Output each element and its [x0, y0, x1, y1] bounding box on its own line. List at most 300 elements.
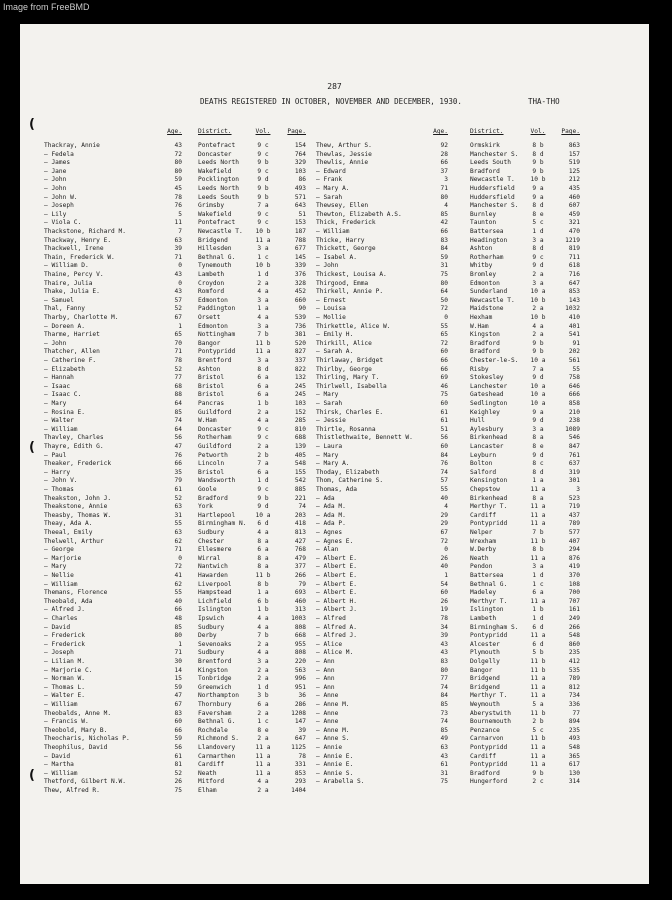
entry-volume: 11 b — [530, 658, 546, 665]
heading-range: THA-THO — [528, 97, 560, 106]
age-header: Age. — [433, 128, 448, 135]
entry-volume: 6 a — [257, 701, 269, 708]
entry-page: 435 — [568, 185, 580, 192]
entry-age: 0 — [178, 554, 182, 562]
entry-name: — Mary A. — [316, 185, 350, 192]
entry-volume: 3 a — [257, 322, 269, 330]
entry-name: Thaire, Julia — [44, 279, 93, 287]
entry-age: 31 — [440, 769, 448, 777]
entry-volume: 8 d — [532, 202, 544, 210]
entry-name: Theobald, Ada — [44, 597, 93, 605]
entry-page: 336 — [568, 701, 580, 708]
entry-age: 84 — [440, 451, 448, 459]
entry-page: 55 — [572, 365, 580, 373]
entry-name: — John — [44, 339, 67, 347]
entry-name: — Ann — [316, 666, 335, 674]
entry-page: 220 — [294, 658, 306, 665]
entry-district: Orsett — [198, 314, 221, 321]
entry-district: Bradford — [470, 167, 500, 175]
entry-name: — William — [44, 769, 78, 777]
entry-age: 40 — [440, 563, 448, 571]
entry-name: — Ann — [316, 658, 335, 665]
entry-age: 67 — [174, 314, 182, 321]
entry-name: Thoday, Elizabeth — [316, 468, 380, 476]
entry-name: — Alice M. — [316, 649, 354, 657]
entry-name: — Marjorie C. — [44, 666, 93, 674]
entry-volume: 5 b — [532, 649, 544, 657]
entry-district: Edmonton — [198, 322, 228, 330]
entry-district: Manchester S. — [470, 202, 519, 210]
entry-page: 145 — [294, 253, 306, 261]
entry-page: 86 — [298, 176, 306, 184]
entry-age: 68 — [174, 382, 182, 390]
entry-age: 71 — [440, 185, 448, 192]
entry-district: Risby — [470, 365, 489, 373]
entry-name: — Mary — [316, 391, 339, 399]
entry-page: 761 — [568, 451, 580, 459]
entry-district: Bromley — [470, 271, 497, 278]
entry-age: 52 — [174, 769, 182, 777]
entry-name: Theaker, Frederick — [44, 460, 112, 468]
entry-district: Huddersfield — [470, 193, 515, 201]
entry-district: Nottingham — [198, 331, 236, 339]
entry-district: Neath — [470, 554, 489, 562]
entry-district: Bethnal G. — [470, 580, 508, 588]
entry-district: W.Ham — [198, 417, 217, 425]
entry-district: Bristol — [198, 382, 225, 390]
entry-name: — Isabel A. — [316, 253, 357, 261]
entry-district: Bristol — [198, 374, 225, 382]
entry-page: 319 — [568, 468, 580, 476]
entry-age: 84 — [440, 692, 448, 700]
entry-volume: 2 a — [532, 331, 544, 339]
entry-district: Romford — [198, 288, 225, 296]
entry-district: Bethnal G. — [198, 718, 236, 726]
entry-district: Leeds South — [470, 159, 511, 167]
entry-page: 643 — [294, 202, 306, 210]
entry-district: Cardiff — [470, 752, 497, 760]
entry-volume: 10 b — [530, 176, 546, 184]
entry-age: 43 — [174, 271, 182, 278]
entry-volume: 9 c — [532, 253, 544, 261]
entry-age: 73 — [440, 709, 448, 717]
entry-age: 52 — [174, 365, 182, 373]
entry-age: 75 — [440, 778, 448, 786]
entry-district: Brentford — [198, 357, 232, 364]
entry-age: 0 — [178, 262, 182, 270]
entry-district: Pocklington — [198, 176, 239, 184]
entry-volume: 7 a — [532, 365, 544, 373]
entry-age: 31 — [174, 511, 182, 519]
entry-district: Bournemouth — [470, 718, 511, 726]
entry-page: 285 — [294, 417, 306, 425]
entry-age: 80 — [174, 632, 182, 640]
entry-age: 80 — [440, 666, 448, 674]
entry-district: Grimsby — [198, 202, 225, 210]
entry-page: 548 — [568, 744, 580, 751]
entry-volume: 3 a — [257, 245, 269, 253]
entry-name: — Frank — [316, 176, 343, 184]
entry-district: Hawarden — [198, 572, 228, 579]
entry-district: Madeley — [470, 589, 497, 597]
entry-page: 618 — [568, 262, 580, 270]
entry-district: Bradford — [470, 348, 500, 356]
entry-district: Bradford — [198, 494, 228, 502]
entry-name: — Ada M. — [316, 511, 346, 519]
entry-district: Liverpool — [198, 580, 232, 588]
entry-page: 125 — [568, 167, 580, 175]
entry-district: Mitford — [198, 778, 225, 786]
entry-age: 62 — [174, 537, 182, 545]
entry-district: Birmingham S. — [470, 623, 519, 631]
entry-district: Sudbury — [198, 623, 225, 631]
entry-page: 412 — [568, 658, 580, 665]
entry-district: Kensington — [470, 477, 508, 485]
entry-name: — John — [44, 176, 67, 184]
entry-district: Birmingham N. — [198, 520, 247, 528]
entry-age: 59 — [440, 253, 448, 261]
entry-volume: 8 a — [257, 563, 269, 571]
entry-name: — George — [44, 546, 74, 554]
entry-page: 370 — [568, 572, 580, 579]
age-header: Age. — [167, 128, 182, 135]
entry-page: 827 — [294, 348, 306, 356]
entry-page: 493 — [568, 735, 580, 743]
entry-age: 66 — [174, 460, 182, 468]
entry-volume: 11 a — [530, 486, 546, 493]
entry-page: 266 — [294, 572, 306, 579]
entry-page: 951 — [294, 683, 306, 691]
entry-age: 43 — [440, 752, 448, 760]
entry-page: 548 — [568, 632, 580, 640]
entry-district: Islington — [470, 606, 504, 614]
entry-age: 14 — [174, 666, 182, 674]
entry-age: 43 — [440, 640, 448, 648]
entry-name: — Annie E. — [316, 752, 354, 760]
entry-name: — Frederick — [44, 640, 85, 648]
entry-age: 60 — [440, 589, 448, 597]
entry-volume: 11 a — [530, 761, 546, 769]
entry-page: 542 — [294, 477, 306, 485]
entry-page: 955 — [294, 640, 306, 648]
entry-volume: 8 d — [532, 150, 544, 158]
entry-page: 1219 — [565, 236, 580, 244]
entry-district: Huddersfield — [470, 185, 515, 192]
entry-age: 66 — [440, 357, 448, 364]
entry-district: Thornbury — [198, 701, 232, 708]
entry-page: 331 — [294, 761, 306, 769]
entry-age: 64 — [174, 400, 182, 407]
punch-hole-icon: ( — [29, 440, 35, 455]
entry-name: — Anne S. — [316, 735, 350, 743]
entry-name: Thewlis, Annie — [316, 159, 369, 167]
entry-page: 90 — [298, 305, 306, 313]
entry-name: Thom, Catherine S. — [316, 477, 384, 485]
entry-name: — Sarah — [316, 400, 343, 407]
entry-page: 660 — [294, 296, 306, 304]
entry-volume: 8 a — [257, 537, 269, 545]
entry-name: — Joseph — [44, 202, 74, 210]
entry-name: Thal, Fanny — [44, 305, 85, 313]
entry-page: 452 — [294, 288, 306, 296]
entry-age: 61 — [440, 761, 448, 769]
entry-volume: 2 b — [532, 718, 544, 726]
entry-page: 147 — [294, 718, 306, 726]
entry-page: 153 — [294, 219, 306, 227]
entry-age: 11 — [174, 219, 182, 227]
entry-name: Thew, Arthur S. — [316, 142, 372, 149]
entry-volume: 8 b — [532, 142, 544, 149]
entry-page: 437 — [568, 511, 580, 519]
entry-volume: 10 b — [255, 262, 271, 270]
entry-volume: 2 a — [257, 640, 269, 648]
entry-age: 42 — [440, 219, 448, 227]
entry-volume: 9 b — [532, 769, 544, 777]
entry-age: 76 — [440, 460, 448, 468]
entry-name: — Albert E. — [316, 572, 357, 579]
entry-district: Pontypridd — [198, 348, 236, 356]
entry-page: 294 — [568, 546, 580, 554]
entry-page: 1125 — [291, 744, 306, 751]
entry-volume: 11 a — [255, 761, 271, 769]
entry-district: Faversham — [198, 709, 232, 717]
entry-district: Llandovery — [198, 744, 236, 751]
entry-page: 876 — [568, 554, 580, 562]
page-title: DEATHS REGISTERED IN OCTOBER, NOVEMBER AND DECEMBER, 1930. — [200, 97, 462, 106]
entry-name: — Arabella S. — [316, 778, 365, 786]
entry-district: Bethnal G. — [198, 253, 236, 261]
entry-district: Newcastle T. — [198, 228, 243, 235]
entry-name: Theay, Ada A. — [44, 520, 93, 528]
entry-name: Thackway, Henry E. — [44, 236, 112, 244]
entry-age: 26 — [440, 554, 448, 562]
entry-volume: 1 c — [257, 718, 269, 726]
entry-page: 523 — [568, 494, 580, 502]
entry-age: 62 — [174, 580, 182, 588]
entry-district: Wrexham — [470, 537, 497, 545]
entry-district: Bangor — [470, 666, 493, 674]
entry-volume: 3 a — [532, 279, 544, 287]
entry-page: 561 — [568, 357, 580, 364]
entry-district: Rotherham — [470, 253, 504, 261]
entry-age: 84 — [440, 245, 448, 253]
entry-district: Whitby — [470, 262, 493, 270]
entry-page: 139 — [294, 443, 306, 450]
entry-page: 91 — [572, 339, 580, 347]
entry-age: 48 — [174, 615, 182, 622]
entry-age: 56 — [174, 744, 182, 751]
entry-district: Gateshead — [470, 391, 504, 399]
entry-page: 266 — [568, 623, 580, 631]
entry-age: 61 — [174, 752, 182, 760]
entry-name: — Ada M. — [316, 503, 346, 511]
entry-page: 381 — [294, 331, 306, 339]
entry-age: 56 — [440, 434, 448, 442]
entry-page: 202 — [568, 348, 580, 356]
entry-name: — Jane — [44, 167, 67, 175]
page-number: 287 — [327, 82, 342, 91]
entry-district: Leeds North — [198, 185, 239, 192]
entry-age: 66 — [174, 606, 182, 614]
vol-header: Vol. — [255, 128, 271, 135]
entry-name: — Frederick — [44, 632, 85, 640]
entry-volume: 9 b — [257, 159, 269, 167]
entry-volume: 9 b — [257, 494, 269, 502]
entry-name: — Annie E. — [316, 761, 354, 769]
entry-volume: 11 b — [530, 709, 546, 717]
entry-district: Lanchester — [470, 382, 508, 390]
entry-age: 57 — [174, 296, 182, 304]
entry-district: Chepstow — [470, 486, 500, 493]
entry-age: 80 — [440, 193, 448, 201]
entry-page: 321 — [568, 219, 580, 227]
entry-age: 46 — [440, 382, 448, 390]
entry-name: — Laura — [316, 443, 343, 450]
entry-district: Keighley — [470, 408, 500, 416]
entry-age: 29 — [440, 520, 448, 528]
entry-page: 853 — [294, 769, 306, 777]
entry-page: 314 — [568, 778, 580, 786]
entry-volume: 1 c — [257, 253, 269, 261]
entry-district: Bridgend — [470, 675, 500, 683]
entry-page: 459 — [568, 210, 580, 218]
entry-volume: 6 d — [532, 640, 544, 648]
entry-name: — Lilian M. — [44, 658, 85, 665]
entry-name: Thavley, Charles — [44, 434, 104, 442]
entry-district: Lancaster — [470, 443, 504, 450]
entry-age: 88 — [174, 391, 182, 399]
entry-volume: 1 d — [257, 477, 269, 485]
entry-volume: 3 b — [257, 692, 269, 700]
entry-page: 74 — [298, 503, 306, 511]
entry-page: 221 — [294, 494, 306, 502]
entry-volume: 10 a — [530, 382, 546, 390]
entry-age: 26 — [174, 778, 182, 786]
entry-age: 71 — [174, 546, 182, 554]
entry-district: Leeds South — [198, 193, 239, 201]
entry-age: 80 — [174, 167, 182, 175]
entry-volume: 9 d — [257, 503, 269, 511]
entry-volume: 8 a — [257, 554, 269, 562]
entry-volume: 6 a — [532, 589, 544, 597]
entry-age: 83 — [440, 236, 448, 244]
entry-name: — Martha — [44, 761, 74, 769]
entry-page: 249 — [568, 615, 580, 622]
entry-district: Stokesley — [470, 374, 504, 382]
entry-volume: 11 a — [530, 554, 546, 562]
entry-page: 161 — [568, 606, 580, 614]
entry-age: 29 — [440, 511, 448, 519]
entry-volume: 10 b — [255, 228, 271, 235]
entry-name: — Nellie — [44, 572, 74, 579]
entry-page: 666 — [568, 391, 580, 399]
entry-page: 1032 — [565, 305, 580, 313]
entry-age: 5 — [178, 210, 182, 218]
entry-page: 328 — [294, 279, 306, 287]
entry-name: — Albert E. — [316, 554, 357, 562]
entry-age: 43 — [440, 649, 448, 657]
entry-district: Aberystwith — [470, 709, 511, 717]
entry-page: 789 — [568, 675, 580, 683]
entry-volume: 3 a — [532, 563, 544, 571]
entry-name: Theakstone, Annie — [44, 503, 108, 511]
entry-age: 75 — [174, 787, 182, 794]
entry-age: 19 — [440, 606, 448, 614]
entry-page: 1208 — [291, 709, 306, 717]
entry-age: 67 — [440, 529, 448, 536]
entry-district: Headington — [470, 236, 508, 244]
entry-district: Sudbury — [198, 529, 225, 536]
entry-page: 758 — [568, 374, 580, 382]
entry-name: — Marjorie — [44, 554, 82, 562]
entry-age: 55 — [440, 322, 448, 330]
entry-page: 376 — [294, 271, 306, 278]
entry-name: Thirling, Mary T. — [316, 374, 380, 382]
entry-page: 143 — [568, 296, 580, 304]
entry-name: — Norman W. — [44, 675, 85, 683]
entry-volume: 11 a — [530, 511, 546, 519]
entry-district: Merthyr T. — [470, 503, 508, 511]
entry-volume: 1 c — [532, 580, 544, 588]
entry-district: Lichfield — [198, 597, 232, 605]
entry-district: Edmonton — [470, 279, 500, 287]
entry-age: 67 — [174, 701, 182, 708]
entry-volume: 8 b — [257, 580, 269, 588]
entry-volume: 11 a — [530, 692, 546, 700]
entry-age: 47 — [174, 692, 182, 700]
entry-district: Guildford — [198, 408, 232, 416]
entry-page: 155 — [294, 468, 306, 476]
entry-page: 860 — [568, 640, 580, 648]
entry-volume: 6 a — [257, 468, 269, 476]
entry-page: 235 — [568, 726, 580, 734]
entry-district: Neath — [198, 769, 217, 777]
entry-age: 92 — [440, 142, 448, 149]
entry-name: Thistlethwaite, Bennett W. — [316, 434, 413, 442]
entry-district: Derby — [198, 632, 217, 640]
entry-page: 427 — [294, 537, 306, 545]
entry-district: Hillesden — [198, 245, 232, 253]
entry-name: — Doreen A. — [44, 322, 85, 330]
entry-name: — Alfred — [316, 615, 346, 622]
entry-page: 519 — [568, 159, 580, 167]
entry-district: Brentford — [198, 658, 232, 665]
entry-volume: 4 a — [257, 288, 269, 296]
entry-volume: 9 c — [257, 142, 269, 149]
entry-name: — Thomas — [44, 486, 74, 493]
entry-page: 858 — [568, 400, 580, 407]
entry-name: — John — [316, 262, 339, 270]
entry-name: — Anne — [316, 718, 339, 726]
entry-page: 365 — [568, 752, 580, 760]
entry-age: 63 — [174, 529, 182, 536]
entry-page: 863 — [568, 142, 580, 149]
entry-volume: 11 a — [530, 683, 546, 691]
entry-volume: 1 d — [257, 683, 269, 691]
entry-district: Bradford — [470, 339, 500, 347]
entry-name: — John W. — [44, 193, 78, 201]
entry-name: Thatcher, Allen — [44, 348, 100, 356]
entry-name: — Alfred J. — [316, 632, 357, 640]
entry-name: Thewsey, Ellen — [316, 202, 369, 210]
entry-age: 55 — [174, 520, 182, 528]
entry-age: 55 — [174, 589, 182, 597]
entry-name: — Walter E. — [44, 692, 85, 700]
entry-volume: 9 d — [532, 417, 544, 425]
entry-name: Thew, Alfred R. — [44, 787, 100, 794]
entry-name: Thelwell, Arthur — [44, 537, 104, 545]
entry-volume: 10 a — [255, 511, 271, 519]
